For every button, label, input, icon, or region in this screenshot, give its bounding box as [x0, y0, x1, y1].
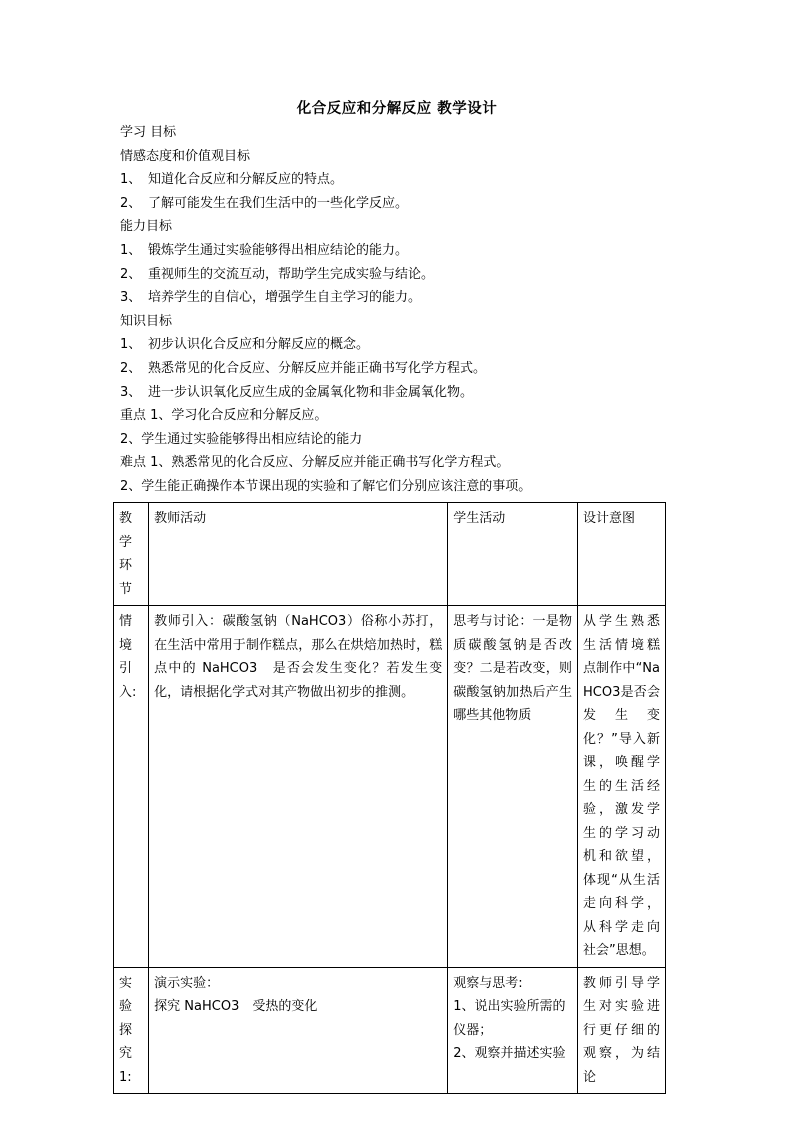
header-stage: 教学环节	[114, 503, 149, 606]
key-point-line: 2、学生通过实验能够得出相应结论的能力	[120, 431, 363, 447]
teacher-activity-line: 演示实验：	[154, 975, 220, 991]
table-header-row	[114, 503, 666, 606]
ability-goal-item: 3、 培养学生的自信心，增强学生自主学习的能力。	[120, 290, 422, 306]
lesson-plan-table	[113, 502, 666, 1094]
student-activity-cell	[448, 967, 578, 1094]
header-student: 学生活动	[448, 503, 578, 606]
emotion-goal-item: 1、 知道化合反应和分解反应的特点。	[120, 172, 344, 188]
student-activity-line: 观察与思考:	[453, 975, 523, 991]
knowledge-goal-item: 1、 初步认识化合反应和分解反应的概念。	[120, 337, 370, 353]
ability-goals-heading: 能力目标	[120, 219, 173, 235]
ability-goal-item: 1、 锻炼学生通过实验能够得出相应结论的能力。	[120, 242, 409, 258]
header-intent: 设计意图	[578, 503, 666, 606]
student-activity-cell: 思考与讨论：一是物质碳酸氢钠是否改变？二是若改变，则碳酸氢钠加热后产生哪些其他物质	[448, 606, 578, 968]
table-row	[114, 967, 666, 1094]
table-row	[114, 606, 666, 968]
knowledge-goal-item: 2、 熟悉常见的化合反应、分解反应并能正确书写化学方程式。	[120, 360, 487, 376]
stage-cell: 实验探究1:	[114, 967, 149, 1094]
design-intent-cell: 教师引导学生对实验进行更仔细的观察，为结论	[578, 967, 666, 1094]
emotion-goal-item: 2、 了解可能发生在我们生活中的一些化学反应。	[120, 195, 409, 211]
stage-cell: 情境引入:	[114, 606, 149, 968]
emotion-goals-heading: 情感态度和价值观目标	[120, 148, 251, 164]
header-teacher: 教师活动	[149, 503, 448, 606]
difficulty-line: 2、学生能正确操作本节课出现的实验和了解它们分别应该注意的事项。	[120, 478, 532, 494]
design-intent-cell: 从学生熟悉生活情境糕点制作中“NaHCO3是否会发生变化？”导入新课，唤醒学生的生活经验，激发学生的学习动机和欲望，体现“从生活走向科学，从科学走向社会”思想。	[578, 606, 666, 968]
student-activity-line: 1、说出实验所需的仪器；	[453, 999, 566, 1038]
difficulty-line: 难点 1、熟悉常见的化合反应、分解反应并能正确书写化学方程式。	[120, 455, 510, 471]
ability-goal-item: 2、 重视师生的交流互动，帮助学生完成实验与结论。	[120, 266, 435, 282]
knowledge-goal-item: 3、 进一步认识氧化反应生成的金属氧化物和非金属氧化物。	[120, 384, 474, 400]
objectives-section	[120, 121, 680, 499]
teacher-activity-cell	[149, 967, 448, 1094]
document-title: 化合反应和分解反应 教学设计	[296, 101, 498, 117]
teacher-activity-line: 探究 NaHCO3 受热的变化	[154, 999, 318, 1014]
knowledge-goals-heading: 知识目标	[120, 313, 173, 329]
objectives-heading: 学习 目标	[120, 125, 177, 140]
key-point-line: 重点 1、学习化合反应和分解反应。	[120, 408, 328, 424]
teacher-activity-cell: 教师引入：碳酸氢钠（NaHCO3）俗称小苏打，在生活中常用于制作糕点，那么在烘焙加热时，糕点中的 NaHCO3 是否会发生变化？若发生变化，请根据化学式对其产物做出初步的推测。	[149, 606, 448, 968]
student-activity-line: 2、观察并描述实验	[453, 1046, 566, 1061]
